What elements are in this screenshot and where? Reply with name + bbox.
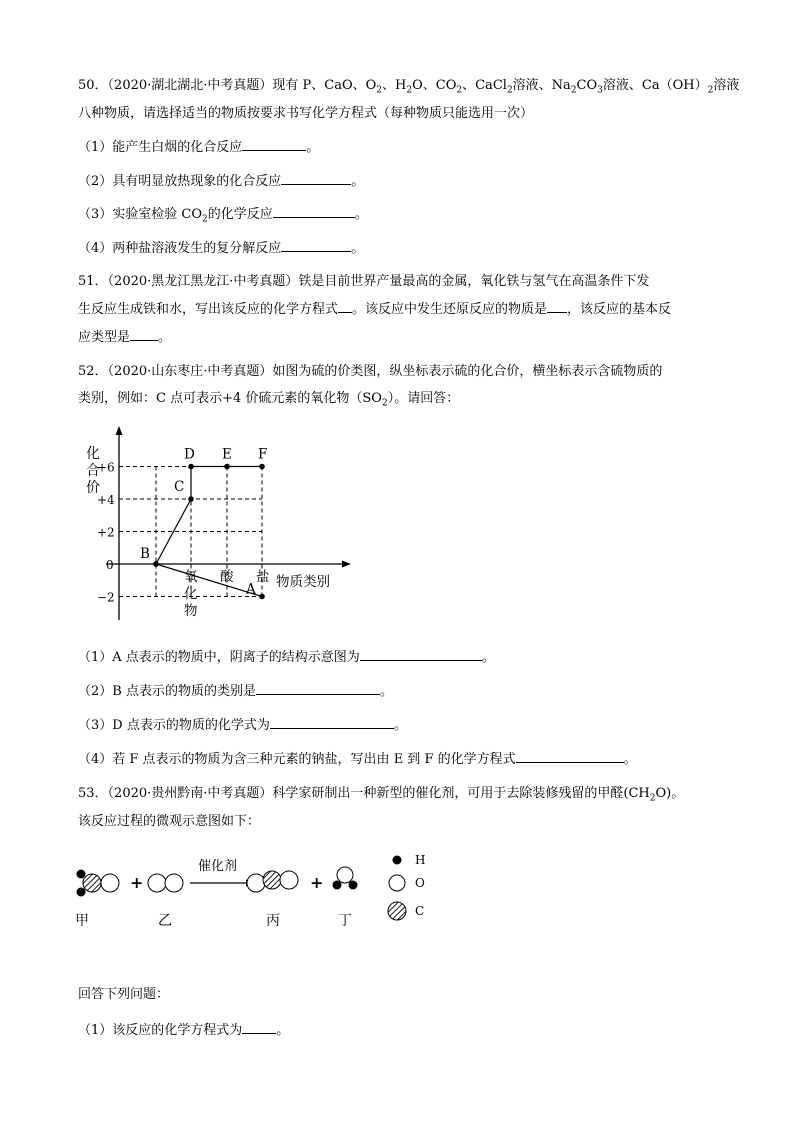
answer-blank[interactable] [338, 300, 352, 313]
molecule-yi [148, 874, 183, 892]
q50-line2: 八种物质，请选择适当的物质按要求书写化学方程式（每种物质只能选用一次） [78, 106, 534, 121]
answer-blank[interactable] [242, 1021, 276, 1034]
answer-blank[interactable] [130, 328, 158, 341]
y-tick-label: −2 [97, 590, 115, 605]
plus-sign: + [130, 873, 144, 892]
legend [388, 853, 425, 920]
q51-line2: 生反应生成铁和水，写出该反应的化学方程式 。该反应中发生还原反应的物质是 ，该反应的基本反 [78, 302, 672, 317]
plus-sign: + [310, 873, 324, 892]
answer-blank[interactable] [270, 716, 394, 729]
x-category-label: 化 [184, 586, 198, 602]
x-category-label: 酸 [220, 569, 234, 585]
answer-blank[interactable] [281, 172, 351, 185]
y-axis-label: 合 [86, 463, 100, 479]
q52-item-4: （4）若 F 点表示的物质为含三种元素的钠盐，写出由 E 到 F 的化学方程式 。 [78, 752, 637, 767]
point-c [188, 496, 194, 502]
legend-o: O [415, 876, 425, 890]
answer-blank[interactable] [256, 682, 380, 695]
molecule-bing [247, 871, 298, 892]
q53-answer-intro: 回答下列问题： [78, 987, 170, 1002]
y-tick-label: +2 [97, 525, 115, 540]
x-category-label: 盐 [256, 569, 270, 585]
point-d [188, 464, 194, 470]
q52-line2: 类别，例如：C 点可表示+4 价硫元素的氧化物$(SO_2)$。请回答： [78, 391, 460, 409]
q52-item-2: （2）B 点表示的物质的类别是 。 [78, 684, 393, 699]
q51-line1: 51．（2020·黑龙江黑龙江·中考真题）铁是目前世界产量最高的金属，氧化铁与氢气在高温条件下发 [78, 274, 650, 289]
answer-blank[interactable] [516, 750, 624, 763]
x-axis-label: 物质类别 [276, 574, 330, 590]
point-label-f: F [258, 446, 268, 463]
label-yi: 乙 [158, 913, 172, 929]
molecule-jia [77, 870, 120, 897]
q50-item-1: （1）能产生白烟的化合反应 。 [78, 140, 320, 155]
y-tick-label: +4 [97, 493, 115, 507]
q53-line1: 53．（2020·贵州黔南·中考真题）科学家研制出一种新型的催化剂，可用于去除装修残留的甲醛$(CH_2O)$。 [78, 786, 685, 804]
label-bing: 丙 [266, 913, 280, 929]
q50-item-3: （3）实验室检验 $CO_2$的化学反应 。 [78, 207, 368, 225]
legend-o-marker [389, 875, 405, 891]
answer-blank[interactable] [242, 138, 306, 151]
answer-blank[interactable] [273, 205, 355, 218]
point-a [259, 594, 265, 600]
x-category-label: 物 [184, 603, 198, 619]
y-axis-label: 价 [86, 480, 100, 496]
q53-item-1: （1）该反应的化学方程式为 。 [78, 1023, 290, 1038]
q53-line2: 该反应过程的微观示意图如下： [78, 814, 261, 829]
point-label-c: C [174, 479, 185, 495]
q50-item-2: （2）具有明显放热现象的化合反应 。 [78, 174, 365, 189]
y-tick-label: 0 [106, 558, 114, 572]
legend-c: C [415, 904, 425, 918]
point-f [259, 464, 265, 470]
point-label-d: D [184, 446, 195, 463]
answer-blank[interactable] [360, 648, 482, 661]
q52-item-3: （3）D 点表示的物质的化学式为 。 [78, 718, 407, 733]
y-axis-label: 化 [86, 446, 100, 462]
point-label-e: E [222, 446, 232, 463]
x-axis-arrow [342, 561, 351, 568]
legend-h: H [415, 853, 426, 867]
x-category-label: 氧 [184, 569, 198, 585]
catalyst-label: 催化剂 [198, 859, 238, 874]
y-tick-label: +6 [97, 460, 115, 475]
reaction-diagram [70, 845, 450, 955]
q50-line1: 50．（2020·湖北湖北·中考真题）现有 P、CaO、$O_2$、$H_2O$、$CO_2$、CaCl$_2$溶液、$Na_2CO_3$溶液、$Ca(OH)_2$溶液 [78, 78, 740, 96]
molecule-ding [333, 867, 358, 890]
point-b [153, 561, 159, 567]
legend-h-marker [393, 856, 402, 865]
point-label-b: B [140, 546, 150, 562]
q51-line3: 应类型是 。 [78, 330, 172, 345]
q52-line1: 52．（2020·山东枣庄·中考真题）如图为硫的价类图，纵坐标表示硫的化合价，横坐标表示含硫物质的 [78, 364, 663, 379]
label-ding: 丁 [338, 913, 352, 929]
y-axis-arrow [116, 426, 123, 435]
sulfur-valence-chart [76, 424, 376, 638]
q52-item-1: （1）A 点表示的物质中，阴离子的结构示意图为 。 [78, 650, 495, 665]
answer-blank[interactable] [281, 239, 351, 252]
point-e [224, 464, 230, 470]
answer-blank[interactable] [547, 300, 567, 313]
label-jia: 甲 [75, 913, 89, 929]
q50-item-4: （4）两种盐溶液发生的复分解反应 。 [78, 241, 365, 256]
legend-c-marker [388, 902, 406, 920]
point-label-a: A [246, 581, 256, 598]
